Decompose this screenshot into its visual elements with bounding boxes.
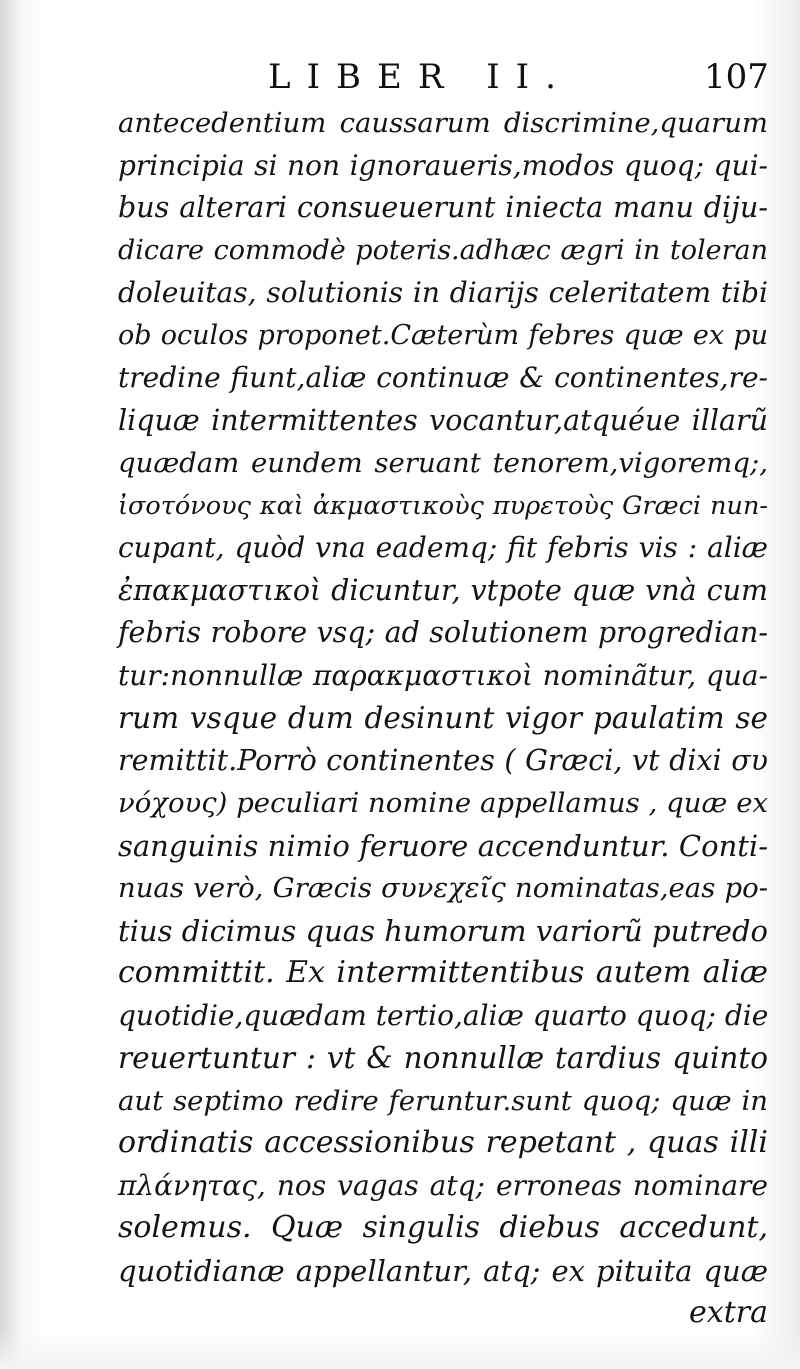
text-line: πλάνητας, nos vagas atq; erroneas nominare [118,1168,768,1202]
text-line: quotidie,quædam tertio,aliæ quarto quoq; die [118,998,769,1032]
text-line: ordinatis accessionibus repetant , quas illi [118,1125,768,1160]
text-line: tredine fiunt,aliæ continuæ & continentes,re- [118,361,768,394]
text-line: ἰσοτόνους καὶ ἀκμαστικοὺς πυρετοὺς Græci nun- [118,490,768,521]
page-number: 107 [704,57,769,97]
text-line: solemus. Quæ singulis diebus accedunt, [118,1210,768,1245]
text-line: febris robore vsq; ad solutionem progredian- [118,616,768,649]
running-title: LIBER II. [268,57,572,97]
page-bottom-edge [0,1330,800,1369]
gutter-shadow [0,0,22,1369]
text-line: ob oculos proponet.Cæterùm febres quæ ex pu [118,319,768,351]
catchword: extra [689,1295,768,1330]
text-line: committit. Ex intermittentibus autem aliæ [118,955,768,990]
text-line: quædam eundem seruant tenorem,vigoremq;, [118,447,768,479]
text-line: νόχους) peculiari nomine appellamus , quæ ex [118,787,768,819]
text-line: bus alterari consueuerunt iniecta manu diju- [118,191,768,224]
text-line: remittit.Porrò continentes ( Græci, vt dixi συ [118,743,768,777]
text-line: aut septimo redire feruntur.sunt quoq; quæ in [118,1084,768,1117]
text-line: antecedentium caussarum discrimine,quarum [118,107,768,139]
text-line: reuertuntur : vt & nonnullæ tardius quinto [118,1041,768,1075]
text-line: dicare commodè poteris.adhæc ægri in toleran [118,234,768,266]
text-line: sanguinis nimio feruore accenduntur. Conti- [118,828,768,863]
text-line: tius dicimus quas humorum variorũ putredo [118,913,768,948]
page-header [0,52,800,102]
body-text [118,102,768,1335]
text-line: ἐπακμαστικοὶ dicuntur, vtpote quæ vnà cum [118,573,768,607]
text-line: tur:nonnullæ παρακμαστικοὶ nominãtur, qua- [118,658,768,692]
text-line: rum vsque dum desinunt vigor paulatim se [118,701,768,735]
text-line: principia si non ignoraueris,modos quoq; qui- [118,148,768,182]
text-line: cupant, quòd vna eademq; fit febris vis : aliæ [118,531,768,564]
text-line: liquæ intermittentes vocantur,atquéue illarũ [118,403,768,437]
text-line: quotidianæ appellantur, atq; ex pituita quæ [118,1253,768,1288]
text-line: nuas verò, Græcis συνεχεῖς nominatas,eas po- [118,872,768,904]
text-line: doleuitas, solutionis in diarijs celeritatem tibi [118,276,768,309]
